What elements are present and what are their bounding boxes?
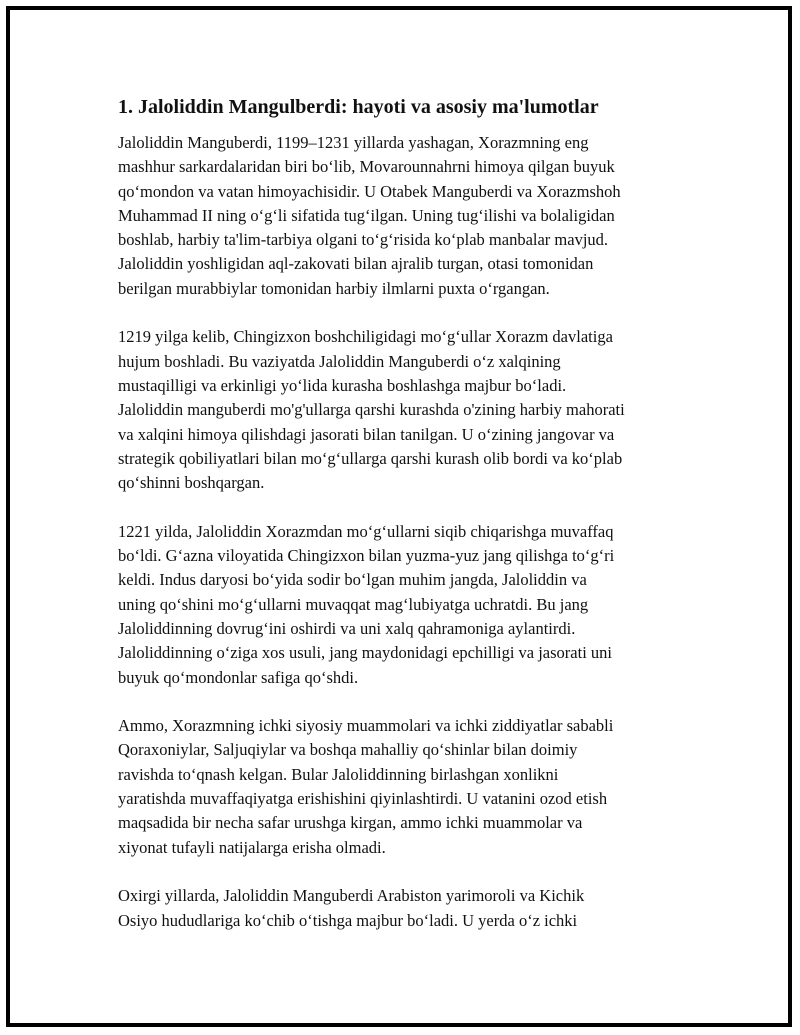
document-body bbox=[118, 93, 678, 957]
paragraph-4: Ammo, Xorazmning ichki siyosiy muammolari va ichki ziddiyatlar sababli Qoraxoniylar, Saljuqiylar va boshqa mahalliy qo‘shinlar bilan doimiy ravishda to‘qnash kelgan. Bular Jaloliddinning birlashgan xonlikni yaratishda muvaffaqiyatga erishishini qiyinlashtirdi. U vatanini ozod etish maqsadida bir necha safar urushga kirgan, ammo ichki muammolar va xiyonat tufayli natijalarga erisha olmadi. bbox=[118, 716, 614, 857]
paragraph-2: 1219 yilga kelib, Chingizxon boshchiligidagi mo‘g‘ullar Xorazm davlatiga hujum boshladi. Bu vaziyatda Jaloliddin Manguberdi o‘z xalqining mustaqilligi va erkinligi yo‘lida kurasha boshlashga majbur bo‘ladi. Jaloliddin manguberdi mo'g'ullarga qarshi kurashda o'zining harbiy mahorati va xalqini himoya qilishdagi jasorati bilan tanilgan. U o‘zining jangovar va strategik qobiliyatlari bilan mo‘g‘ullarga qarshi kurash olib bordi va ko‘plab qo‘shinni boshqargan. bbox=[118, 327, 625, 493]
paragraph-1: Jaloliddin Manguberdi, 1199–1231 yillarda yashagan, Xorazmning eng mashhur sarkardalaridan biri bo‘lib, Movarounnahrni himoya qilgan buyuk qo‘mondon va vatan himoyachisidir. U Otabek Manguberdi va Xorazmshoh Muhammad II ning o‘g‘li sifatida tug‘ilgan. Uning tug‘ilishi va bolaligidan boshlab, harbiy ta'lim-tarbiya olgani to‘g‘risida ko‘plab manbalar mavjud. Jaloliddin yoshligidan aql-zakovati bilan ajralib turgan, otasi tomonidan berilgan murabbiylar tomonidan harbiy ilmlarni puxta o‘rgangan. bbox=[118, 133, 621, 298]
document-heading: 1. Jaloliddin Mangulberdi: hayoti va asosiy ma'lumotlar bbox=[118, 96, 599, 118]
paragraph-5: Oxirgi yillarda, Jaloliddin Manguberdi Arabiston yarimoroli va Kichik Osiyo hududlariga ko‘chib o‘tishga majbur bo‘ladi. U yerda o‘z ichki bbox=[118, 886, 585, 930]
paragraph-3: 1221 yilda, Jaloliddin Xorazmdan mo‘g‘ullarni siqib chiqarishga muvaffaq bo‘ldi. G‘azna viloyatida Chingizxon bilan yuzma-yuz jang qilishga to‘g‘ri keldi. Indus daryosi bo‘yida sodir bo‘lgan muhim jangda, Jaloliddin va uning qo‘shini mo‘g‘ullarni muvaqqat mag‘lubiyatga uchratdi. Bu jang Jaloliddinning dovrug‘ini oshirdi va uni xalq qahramoniga aylantirdi. Jaloliddinning o‘ziga xos usuli, jang maydonidagi epchilligi va jasorati uni buyuk qo‘mondonlar safiga qo‘shdi. bbox=[118, 521, 615, 687]
